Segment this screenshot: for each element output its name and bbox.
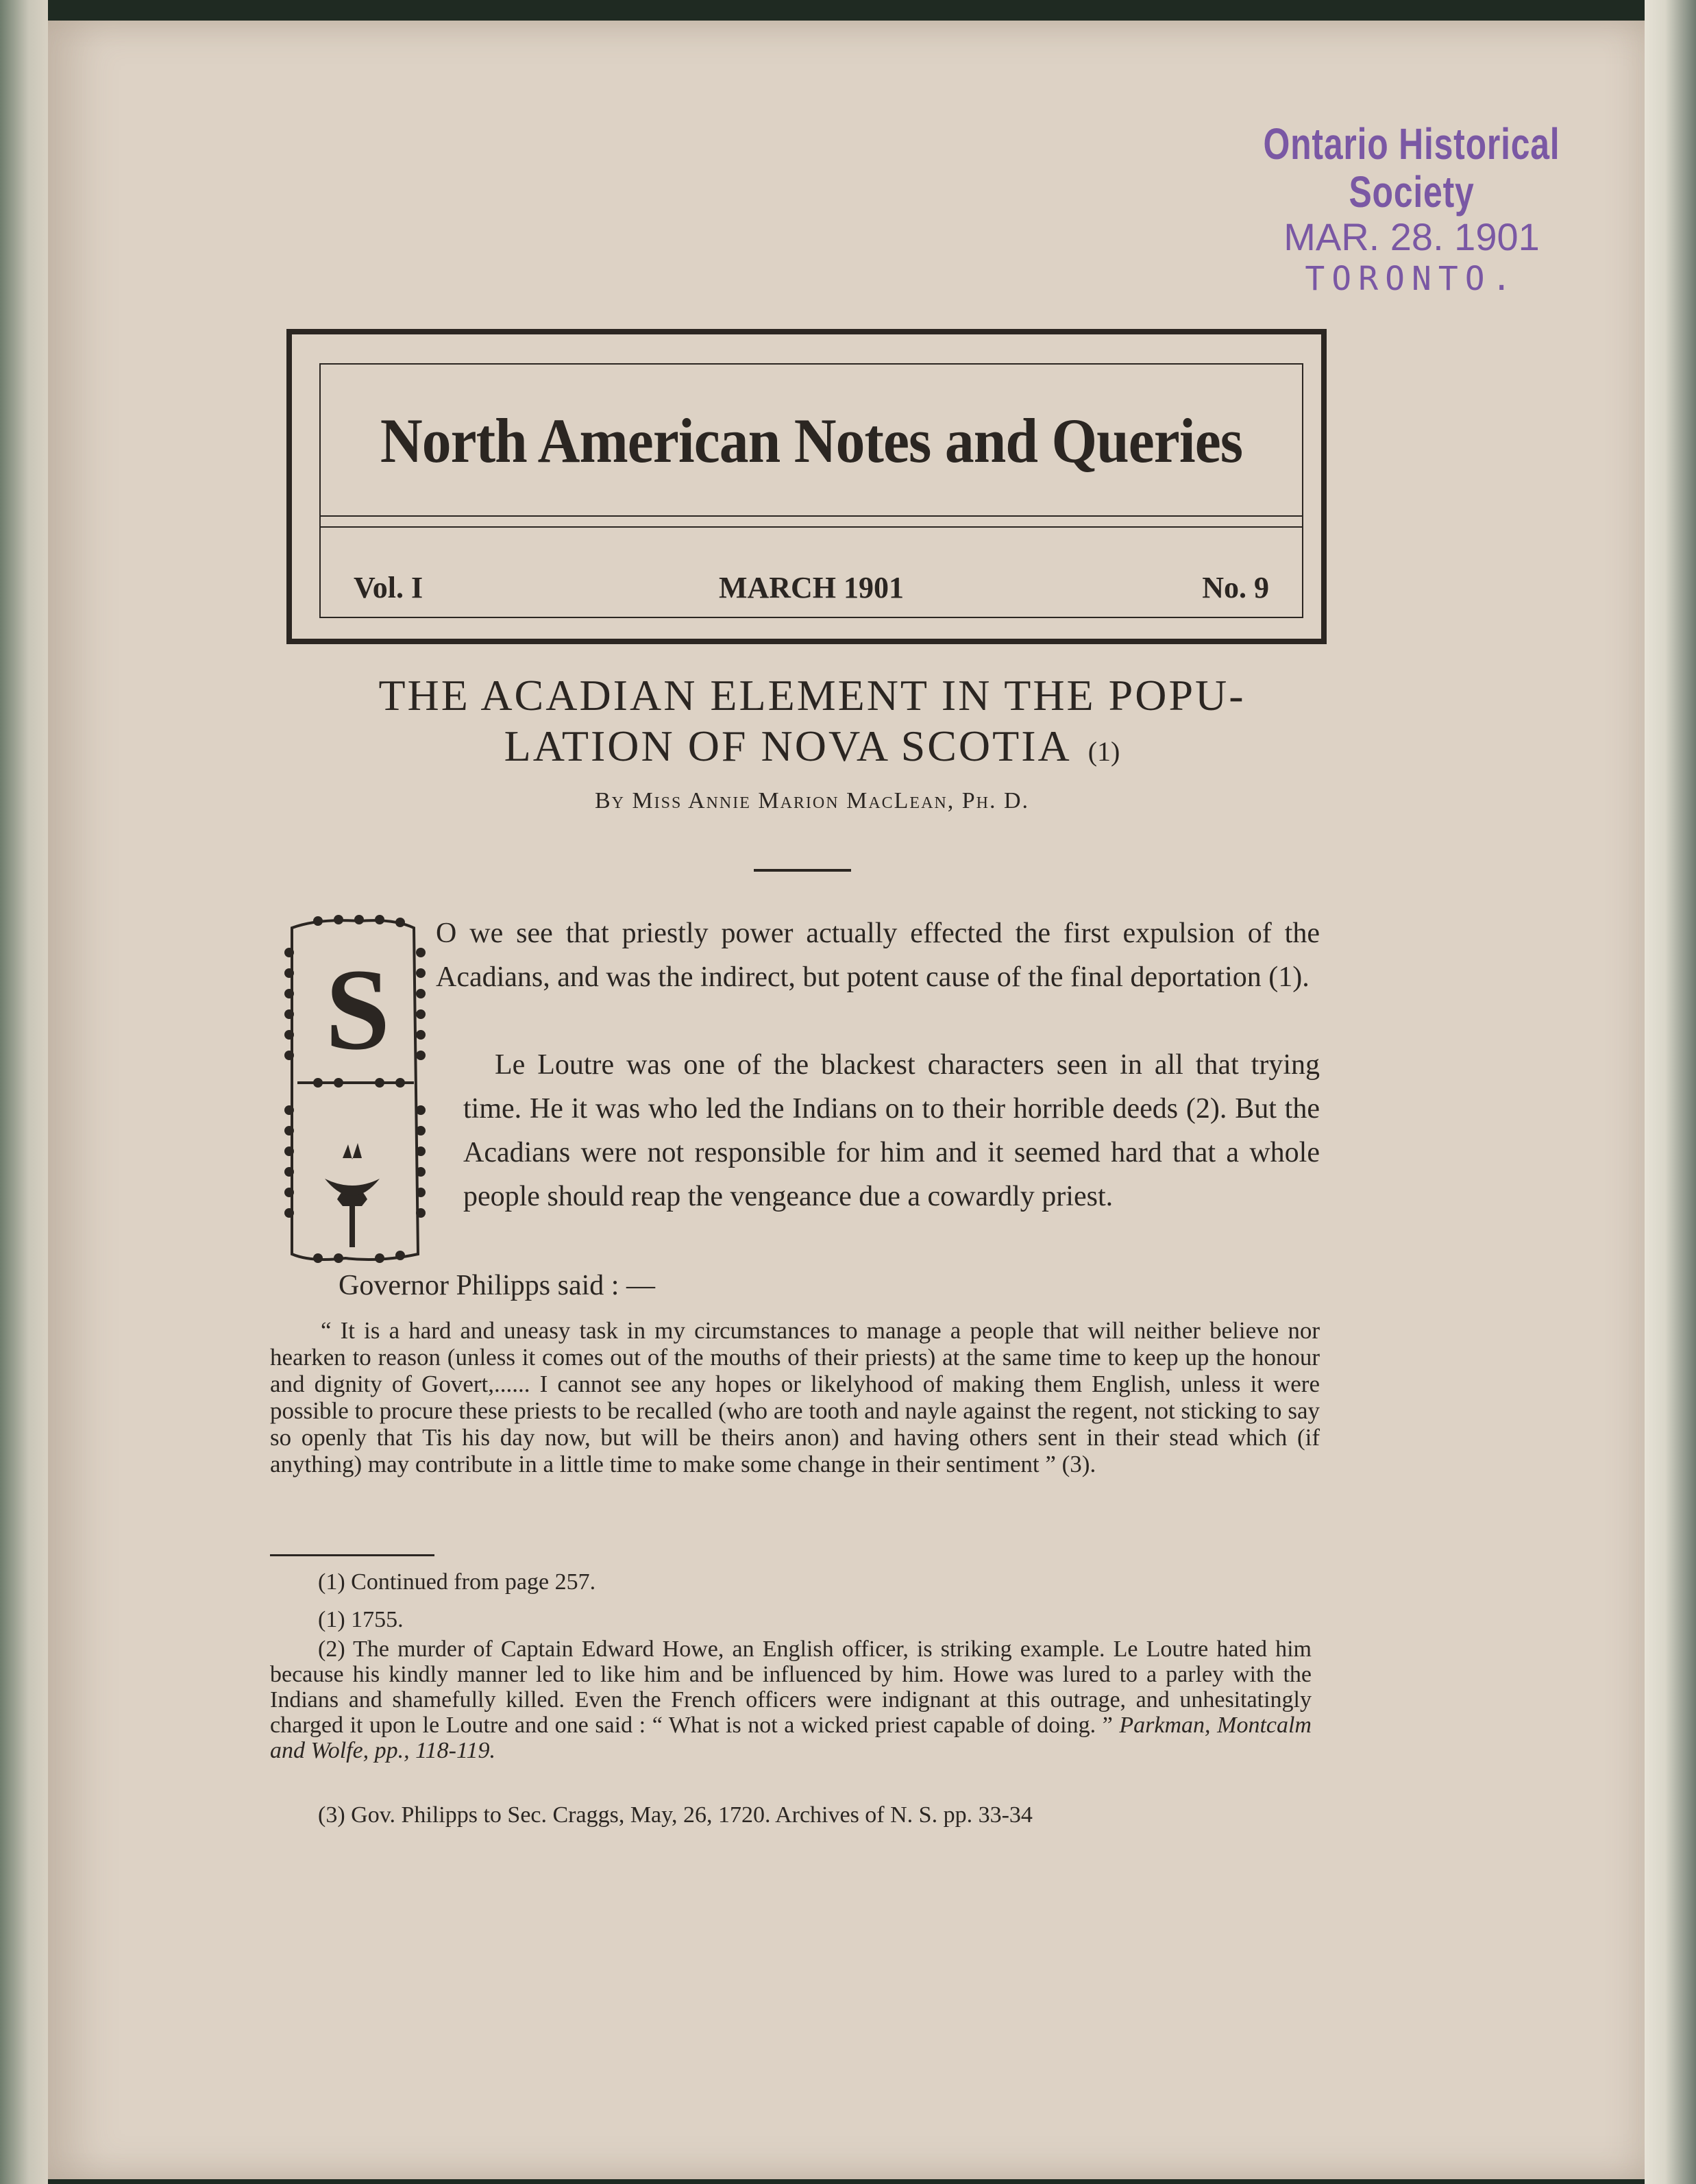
journal-title: North American Notes and Queries [380, 406, 1243, 476]
title-divider [754, 869, 851, 872]
masthead-inner-frame [319, 363, 1303, 618]
footnote-3 [270, 1636, 1312, 1763]
library-stamp [1206, 120, 1617, 299]
drop-cap-letter: S [325, 945, 391, 1074]
masthead-rule [321, 526, 1302, 528]
article-title-text: LATION OF NOVA SCOTIA [504, 722, 1072, 770]
footnote-2: (1) 1755. [318, 1607, 404, 1632]
title-footnote-marker: (1) [1087, 736, 1120, 767]
article-title-line-2 [260, 722, 1364, 776]
masthead-meta [321, 570, 1302, 611]
masthead [286, 329, 1327, 644]
volume-label: Vol. I [354, 571, 423, 604]
footnote-3-citation: Parkman, Montcalm and Wolfe, pp., 118-119. [270, 1713, 1312, 1763]
issue-number: No. 9 [1202, 571, 1269, 604]
byline: By Miss Annie Marion MacLean, Ph. D. [594, 788, 1030, 813]
drop-cap-ornament-icon [277, 911, 434, 1268]
paragraph-1: O we see that priestly power actually effected the first expulsion of the Acadians, and was the indirect, but potent cause of the final deportation (1). [436, 918, 1320, 993]
article-title-line-1: THE ACADIAN ELEMENT IN THE POPU- [378, 671, 1246, 720]
footnote-1: (1) Continued from page 257. [318, 1569, 596, 1595]
issue-date: MARCH 1901 [718, 571, 905, 604]
quote-intro: Governor Philipps said : — [339, 1270, 655, 1301]
footnote-4: (3) Gov. Philipps to Sec. Craggs, May, 26, 1720. Archives of N. S. pp. 33-34 [318, 1802, 1033, 1828]
paragraph-2: Le Loutre was one of the blackest characters seen in all that trying time. He it was who led the Indians on to their horrible deeds (2). But the Acadians were not responsible for him and it seemed hard that a whole people should reap the vengeance due a cowardly priest. [463, 1049, 1320, 1212]
stamp-line-3: TORONTO. [1305, 260, 1519, 298]
footnote-rule [270, 1554, 434, 1556]
page-fore-edge [1645, 0, 1696, 2184]
stamp-line-1: Ontario Historical Society [1263, 119, 1560, 217]
footnote-3-text: (2) The murder of Captain Edward Howe, an English officer, is striking example. Le Loutre hated him because his kindly manner led to like him and be influenced by him. Howe was lured to a parley with the Indians and shamefully killed. Even the French officers were indignant at this outrage, and unhesitatingly charged it upon le Loutre and one said : “ What is not a wicked priest capable of doing. ” [270, 1636, 1312, 1738]
ornamental-drop-cap [277, 911, 434, 1268]
masthead-rule [321, 515, 1302, 517]
book-binding [0, 0, 48, 2184]
block-quote: “ It is a hard and uneasy task in my circumstances to manage a people that will neither believe nor hearken to reason (unless it comes out of the mouths of their priests) at the same time to keep up the honour and dignity of Govert,...... I cannot see any hopes or likelyhood of making them English, unless it were possible to procure these priests to be recalled (who are tooth and nayle against the regent, not sticking to say so openly that Tis his day now, but will be theirs anon) and having others sent in their stead which (if anything) may contribute in a little time to make some change in their sentiment ” (3). [270, 1317, 1320, 1477]
stamp-line-2: MAR. 28. 1901 [1283, 215, 1540, 258]
